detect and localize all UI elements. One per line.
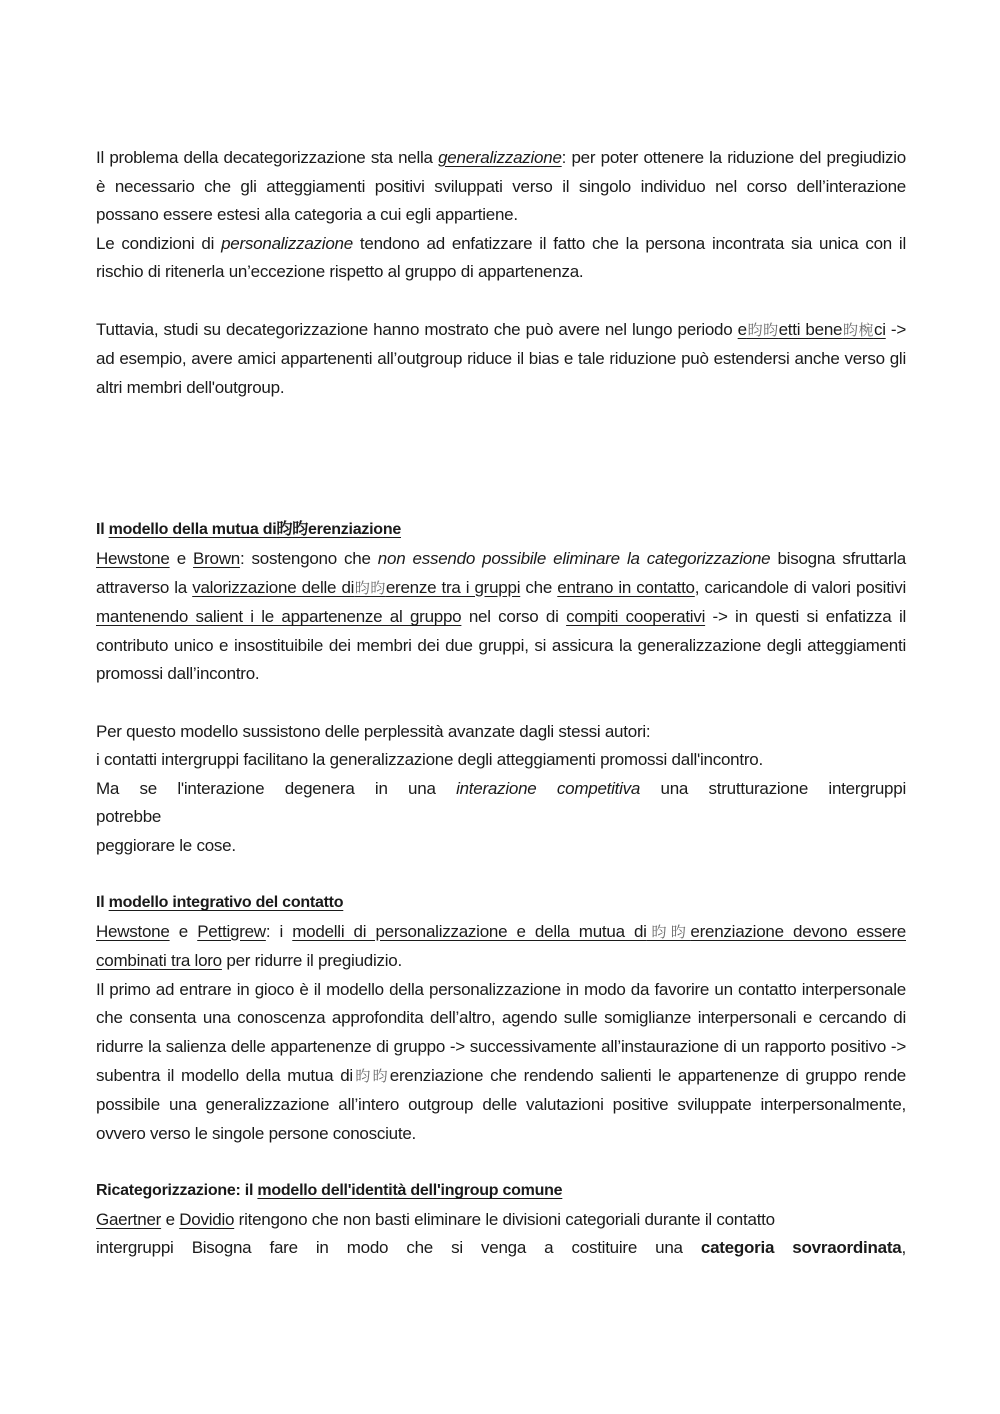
text: Le condizioni di <box>96 233 222 253</box>
line-interazione-competitiva: Ma se l'interazione degenera in una interazione competitiva una strutturazione intergruppi <box>96 778 906 798</box>
paragraph-tuttavia <box>96 316 906 403</box>
line-gaertner-dovidio: Gaertner e Dovidio ritengono che non basti eliminare le divisioni categoriali durante il contatto <box>96 1209 775 1229</box>
ligature-glyph: 昀昀 <box>746 321 779 339</box>
line-contatti: i contatti intergruppi facilitano la generalizzazione degli atteggiamenti promossi dall'incontro. <box>96 750 763 770</box>
text: -> ad esempio, avere amici appartenenti all’outgroup riduce il bias e tale riduzione può estendersi anche verso gli altri membri dell'outgroup. <box>96 319 906 397</box>
ligature-glyph: 昀昀 <box>646 923 691 941</box>
paragraph-generalizzazione <box>96 144 906 230</box>
heading-mutua-differenziazione: Il modello della mutua di昀昀erenziazione <box>96 521 401 539</box>
author-dovidio: Dovidio <box>179 1209 235 1229</box>
line-perplessita: Per questo modello sussistono delle perplessità avanzate dagli stessi autori: <box>96 721 651 741</box>
underlined-effetti-benefici: e昀昀etti bene昀椀ci <box>737 319 886 339</box>
line-categoria-sovraordinata: intergruppi Bisogna fare in modo che si venga a costituire una categoria sovraordinata, <box>96 1238 906 1258</box>
ligature-glyph: 昀昀 <box>352 1067 390 1085</box>
author-gaertner: Gaertner <box>96 1209 162 1229</box>
ligature-glyph: 昀昀 <box>276 521 308 539</box>
text: tendono ad enfatizzare il fatto che la persona incontrata sia unica con il rischio di ritenerla un’eccezione rispetto al gruppo di appartenenza. <box>96 233 906 282</box>
term-personalizzazione: personalizzazione <box>221 233 353 253</box>
text: Tuttavia, studi su decategorizzazione hanno mostrato che può avere nel lungo periodo <box>96 319 738 339</box>
term-generalizzazione: generalizzazione <box>438 148 562 167</box>
paragraph-hewstone-pettigrew: Hewstone e Pettigrew: i modelli di personalizzazione e della mutua di昀昀erenziazione devono essere combinati tra loro per ridurre il pregiudizio. <box>96 921 906 971</box>
paragraph-primo-modello: Il primo ad entrare in gioco è il modello della personalizzazione in modo da favorire un contatto interpersonale che consenta una conoscenza approfondita dell’altro, agendo sulle somiglianze interpersonali e cercando di ridurre la salienza delle appartenenze di gruppo -> successivamente all’instaurazione di un rapporto positivo -> subentra il modello della mutua di昀昀erenziazione che rendendo salienti le appartenenze di gruppo rende possibile una generalizzazione all’intero outgroup delle valutazioni positive sviluppate interpersonalmente, ovvero verso le singole persone conosciute. <box>96 979 906 1143</box>
text: : per poter ottenere la riduzione del pregiudizio è necessario che gli atteggiamenti positivi sviluppati verso il singolo individuo nel corso dell’interazione possano essere estesi alla categoria a cui egli appartiene. <box>96 148 906 225</box>
author-brown: Brown <box>193 548 240 568</box>
ligature-glyph: 昀椀 <box>842 321 874 339</box>
line-potrebbe: potrebbe <box>96 807 162 827</box>
author-pettigrew: Pettigrew <box>197 921 266 941</box>
author-hewstone: Hewstone <box>96 921 170 941</box>
line-peggiorare: peggiorare le cose. <box>96 835 236 855</box>
paragraph-hewstone-brown: Hewstone e Brown: sostengono che non essendo possibile eliminare la categorizzazione bisogna sfruttarla attraverso la valorizzazione delle di昀昀erenze tra i gruppi che entrano in contatto, caricandole di valori positivi mantenendo salient i le appartenenze al gruppo nel corso di compiti cooperativi -> in questi si enfatizza il contributo unico e insostituibile dei membri dei due gruppi, si assicura la generalizzazione degli atteggiamenti promossi dall’incontro. <box>96 548 906 684</box>
paragraph-personalizzazione <box>96 230 906 287</box>
text: Il problema della decategorizzazione sta nella <box>96 148 439 167</box>
author-hewstone: Hewstone <box>96 548 170 568</box>
ligature-glyph: 昀昀 <box>354 579 386 597</box>
heading-modello-integrativo: Il modello integrativo del contatto <box>96 894 344 912</box>
heading-ricategorizzazione: Ricategorizzazione: il modello dell'identità dell'ingroup comune <box>96 1182 563 1199</box>
document-page <box>96 144 906 1263</box>
